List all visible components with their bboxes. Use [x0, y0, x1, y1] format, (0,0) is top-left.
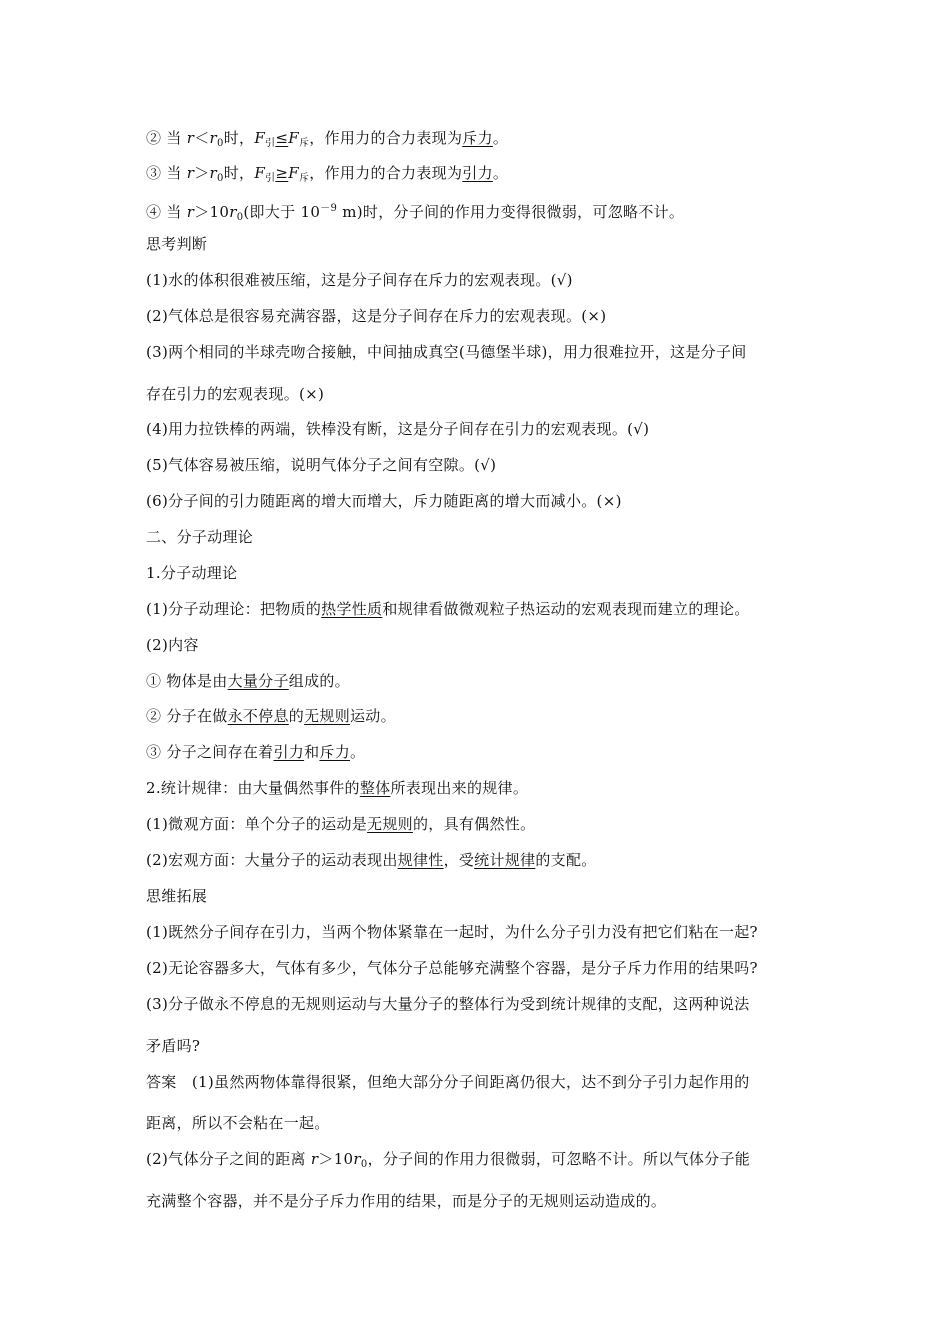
text-line: 2.统计规律：由大量偶然事件的整体所表现出来的规律。: [146, 779, 529, 797]
text-line: (6)分子间的引力随距离的增大而增大，斥力随距离的增大而减小。(×): [146, 492, 622, 510]
answer-blank: 引力: [273, 743, 305, 761]
answer-blank: 斥力: [319, 743, 351, 761]
text-line: ④ 当 $r>10r_0$(即大于 $10^{-9}$ m)时，分子间的作用力变得很微弱，可忽略不计。: [146, 203, 685, 223]
answer-blank: 斥力: [462, 129, 493, 147]
text-line: 存在引力的宏观表现。(×): [146, 385, 325, 403]
text-line: (1)微观方面：单个分子的运动是无规则的，具有偶然性。: [146, 815, 536, 833]
text-line: (4)用力拉铁棒的两端，铁棒没有断，这是分子间存在引力的宏观表现。(√): [146, 420, 650, 438]
answer-line: 充满整个容器，并不是分子斥力作用的结果，而是分子的无规则运动造成的。: [146, 1192, 667, 1210]
text-line: (1)水的体积很难被压缩，这是分子间存在斥力的宏观表现。(√): [146, 271, 573, 289]
answer-blank: 整体: [359, 779, 391, 797]
section-heading: 思考判断: [146, 235, 208, 253]
text-line: ③ 当 $r>r_0$时，$F_引\ge F_斥$，作用力的合力表现为引力。: [146, 164, 509, 184]
text-line: (2)无论容器多大，气体有多少，气体分子总能够充满整个容器，是分子斥力作用的结果吗?: [146, 959, 758, 977]
answer-blank: 引力: [462, 164, 493, 182]
answer-line: 答案 (1)虽然两物体靠得很紧，但绝大部分分子间距离仍很大，达不到分子引力起作用的: [146, 1073, 750, 1091]
text-line: (3)两个相同的半球壳吻合接触，中间抽成真空(马德堡半球)，用力很难拉开，这是分子间: [146, 343, 747, 361]
text-line: (2)气体总是很容易充满容器，这是分子间存在斥力的宏观表现。(×): [146, 307, 607, 325]
text-line: (1)分子动理论：把物质的热学性质和规律看做微观粒子热运动的宏观表现而建立的理论。: [146, 600, 750, 618]
answer-blank: 永不停息: [227, 707, 289, 725]
answer-blank: 统计规律: [474, 851, 536, 869]
text-line: (5)气体容易被压缩，说明气体分子之间有空隙。(√): [146, 456, 497, 474]
answer-line: (2)气体分子之间的距离 $r>10r_0$，分子间的作用力很微弱，可忽略不计。所以气体分子能: [146, 1150, 751, 1170]
text-line: ① 物体是由大量分子组成的。: [146, 672, 350, 690]
answer-line: 距离，所以不会粘在一起。: [146, 1114, 330, 1132]
answer-blank: 规律性: [397, 851, 444, 869]
text-line: ② 分子在做永不停息的无规则运动。: [146, 707, 396, 725]
text-line: (2)内容: [146, 636, 199, 654]
answer-blank: 热学性质: [321, 600, 383, 618]
text-line: ② 当 $r<r_0$时，$F_引\le F_斥$，作用力的合力表现为斥力。: [146, 129, 509, 149]
text-line: (1)既然分子间存在引力，当两个物体紧靠在一起时，为什么分子引力没有把它们粘在一起?: [146, 923, 758, 941]
answer-blank: 无规则: [304, 707, 350, 725]
text-line: (3)分子做永不停息的无规则运动与大量分子的整体行为受到统计规律的支配，这两种说法: [146, 995, 750, 1013]
subsection-heading: 1.分子动理论: [146, 564, 238, 582]
answer-blank: 大量分子: [227, 672, 289, 690]
text-line: (2)宏观方面：大量分子的运动表现出规律性，受统计规律的支配。: [146, 851, 597, 869]
answer-blank: 无规则: [367, 815, 413, 833]
text-line: 矛盾吗?: [146, 1037, 201, 1055]
text-line: ③ 分子之间存在着引力和斥力。: [146, 743, 366, 761]
section-heading: 二、分子动理论: [146, 528, 254, 546]
section-heading: 思维拓展: [146, 887, 208, 905]
